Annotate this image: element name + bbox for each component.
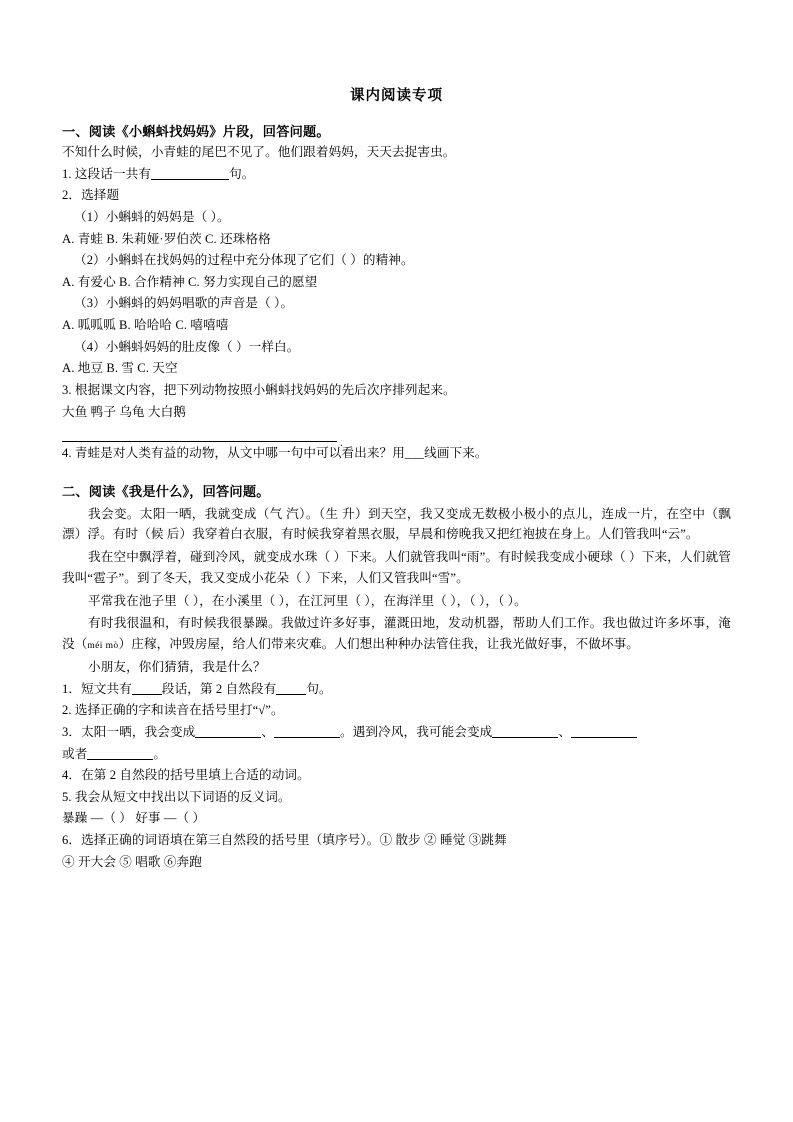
question-1-2: 2．选择题 [62, 188, 120, 203]
question-1-2-a-options: A. 青蛙 B. 朱莉娅·罗伯茨 C. 还珠格格 [62, 231, 271, 246]
fill-blank[interactable] [151, 167, 229, 180]
page-title: 课内阅读专项 [350, 88, 443, 104]
fill-blank[interactable] [87, 747, 153, 760]
question-1-2-a: （1）小蝌蚪的妈妈是（ ）。 [74, 209, 230, 224]
fill-blank[interactable] [571, 725, 637, 738]
fill-blank[interactable] [276, 682, 306, 695]
question-1-2-d-options: A. 地豆 B. 雪 C. 天空 [62, 361, 178, 376]
question-1-4: 4. 青蛙是对人类有益的动物，从文中哪一句中可以看出来？用___线画下来。 [62, 445, 488, 460]
fill-blank[interactable] [492, 725, 558, 738]
question-2-6: 6．选择正确的词语填在第三自然段的括号里（填序号）。① 散步 ② 睡觉 ③跳舞 [62, 833, 507, 848]
question-2-6-cont: ④ 开大会 ⑤ 唱歌 ⑥奔跑 [62, 854, 202, 869]
question-1-1 [62, 165, 731, 184]
question-1-3-answer-area[interactable] [62, 426, 731, 449]
question-1-1-text: 1. 这段话一共有 [62, 166, 152, 181]
section-two-heading: 二、阅读《我是什么》，回答问题。 [62, 483, 270, 499]
question-2-1-mid: 段话，第 2 自然段有 [161, 681, 277, 696]
fill-blank[interactable] [132, 682, 162, 695]
question-1-2-d: （4）小蝌蚪妈妈的肚皮像（ ）一样白。 [74, 339, 300, 354]
question-2-3: 3．太阳一晒，我会变成 、 。遇到冷风，我可能会变成 、 [62, 723, 731, 742]
section-two-paragraph-3: 平常我在池子里（ ），在小溪里（ ），在江河里（ ），在海洋里（ ），（ ），（ ）。 [88, 593, 527, 608]
question-2-1 [62, 680, 731, 699]
question-1-2-b: （2）小蝌蚪在找妈妈的过程中充分体现了它们（ ）的精神。 [74, 253, 414, 268]
question-1-3: 3. 根据课文内容，把下列动物按照小蝌蚪找妈妈的先后次序排列起来。 [62, 383, 456, 398]
section-two-paragraph-1: 我会变。太阳一晒，我就变成（气 汽）。（生 升）到天空，我又变成无数极小极小的点儿，连成一片，在空中（飘 漂）浮。有时（候 后）我穿着白衣服，有时候我穿着黑衣服，早晨和傍晚我又把红袍披在身上。人们管我叫“云”。 [62, 506, 731, 542]
answer-line[interactable] [62, 426, 337, 442]
section-one-passage: 不知什么时候，小青蛙的尾巴不见了。他们跟着妈妈，天天去捉害虫。 [62, 145, 456, 159]
question-1-2-c-options: A. 呱呱呱 B. 哈哈哈 C. 嘻嘻嘻 [62, 318, 229, 333]
section-one-heading: 一、阅读《小蝌蚪找妈妈》片段，回答问题。 [62, 124, 330, 139]
question-2-3-mid: 。遇到冷风，我可能会变成 [340, 724, 493, 739]
fill-blank[interactable] [274, 725, 340, 738]
section-two-paragraph-5: 小朋友，你们猜猜，我是什么？ [88, 659, 266, 674]
question-2-3-cont [62, 745, 731, 764]
fill-blank[interactable] [195, 725, 261, 738]
question-1-1-tail: 句。 [229, 166, 255, 181]
section-two-paragraph-2: 我在空中飘浮着，碰到冷风，就变成水珠（ ）下来。人们就管我叫“雨”。有时候我变成小硬球（ ）下来，人们就管我叫“雹子”。到了冬天，我又变成小花朵（ ）下来，人们又管我叫“雪”。 [62, 550, 731, 585]
question-1-2-c: （3）小蝌蚪的妈妈唱歌的声音是（ ）。 [74, 296, 294, 311]
question-2-5: 5. 我会从短文中找出以下词语的反义词。 [62, 789, 291, 804]
answer-period: . [340, 434, 343, 449]
question-2-4: 4．在第 2 自然段的括号里填上合适的动词。 [62, 768, 310, 783]
question-1-2-b-options: A. 有爱心 B. 合作精神 C. 努力实现自己的愿望 [62, 274, 318, 289]
pinyin-annotation: méi mò [87, 640, 119, 651]
question-1-3-words: 大鱼 鸭子 乌龟 大白鹅 [62, 404, 186, 419]
question-2-1-head: 1．短文共有 [62, 681, 132, 696]
question-2-3-head: 3．太阳一晒，我会变成 [62, 724, 196, 739]
section-two-paragraph-4: 有时我很温和，有时候我很暴躁。我做过许多好事，灌溉田地，发动机器，帮助人们工作。我也做过许多坏事，淹没（méi mò）庄稼，冲毁房屋，给人们带来灾难。人们想出种种办法管住我，让我光做好事，不做坏事。 [62, 616, 731, 651]
question-2-5-pairs: 暴躁 —（ ） 好事 —（ ） [62, 811, 206, 826]
question-2-3-tail: 。 [153, 746, 167, 761]
question-2-3-or: 或者 [62, 746, 88, 761]
question-2-1-tail: 句。 [306, 681, 332, 696]
question-2-2: 2. 选择正确的字和读音在括号里打“√”。 [62, 703, 284, 718]
